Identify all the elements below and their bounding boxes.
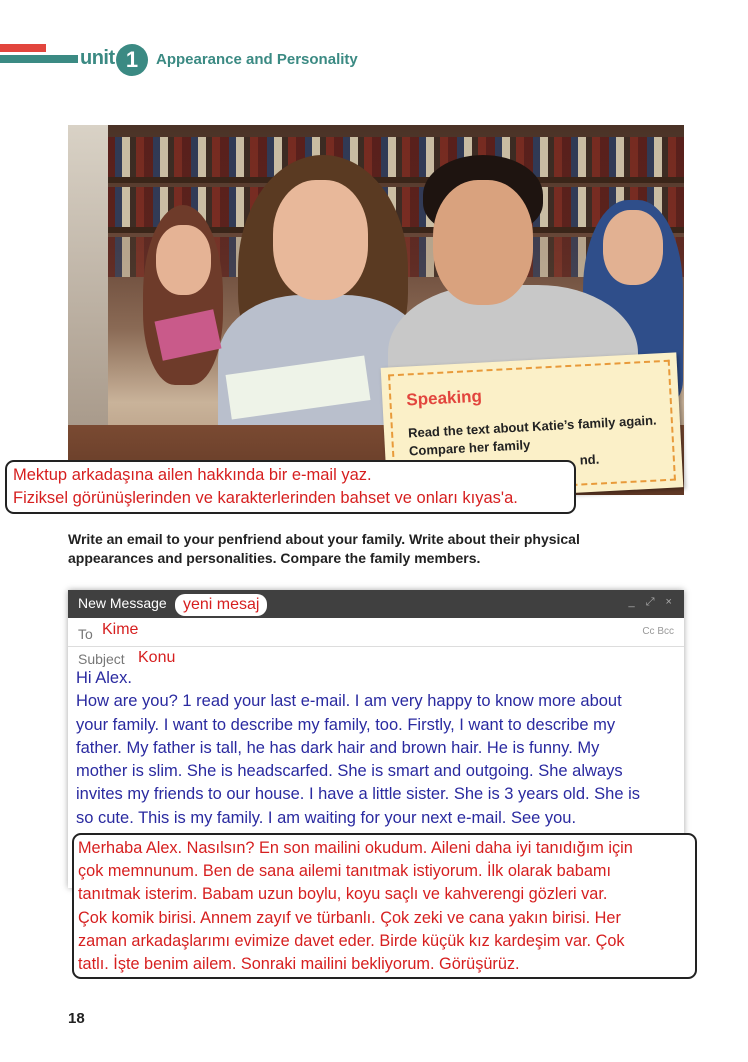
email-body-line: Hi Alex. <box>76 669 132 687</box>
to-translation: Kime <box>102 621 139 638</box>
unit-label: unit <box>78 47 119 70</box>
cc-bcc-link[interactable]: Cc Bcc <box>642 626 674 637</box>
background-boy-face <box>603 210 663 285</box>
turkish-task-box <box>5 460 576 514</box>
speaking-title: Speaking <box>405 386 483 410</box>
boy-face <box>433 180 533 305</box>
subject-label: Subject <box>78 651 125 667</box>
translation-line: çok memnunum. Ben de sana ailemi tanıtmak istiyorum. İlk olarak babamı <box>78 862 611 881</box>
translation-line: tatlı. İşte benim ailem. Sonraki mailini bekliyorum. Görüşürüz. <box>78 955 520 974</box>
email-body-line: your family. I want to describe my family, too. Firstly, I want to describe my <box>76 715 616 734</box>
email-body-line: invites my friends to our house. I have a little sister. She is 3 years old. She is <box>76 785 641 804</box>
bookshelf-row <box>68 137 684 177</box>
email-window-title: New Message <box>78 595 167 611</box>
to-row[interactable] <box>68 618 684 647</box>
subject-translation: Konu <box>138 649 176 666</box>
girl-face <box>273 180 368 300</box>
turkish-translation-box <box>72 833 697 979</box>
speaking-text-main: Read the text about Katie’s family again. Compare her family <box>407 412 657 459</box>
translation-line: tanıtmak isterim. Babam uzun boylu, koyu saçlı ve kahverengi gözleri var. <box>78 885 608 904</box>
to-label: To <box>78 626 93 642</box>
email-body-line: How are you? 1 read your last e-mail. I am very happy to know more about <box>76 692 622 711</box>
email-body[interactable] <box>76 667 681 830</box>
subject-row[interactable] <box>68 646 684 668</box>
email-title-bar <box>68 590 684 618</box>
translation-line: zaman arkadaşlarımı evimize davet eder. Birde küçük kız kardeşim var. Çok <box>78 931 625 950</box>
task-instruction: Write an email to your penfriend about your family. Write about their physical appearances and personalities. Compare the family members. <box>68 531 580 566</box>
translation-line: Çok komik birisi. Annem zayıf ve türbanlı. Çok zeki ve cana yakın birisi. Her <box>78 908 621 927</box>
email-title-translation: yeni mesaj <box>175 594 267 616</box>
email-body-line: so cute. This is my family. I am waiting for your next e-mail. See you. <box>76 808 577 827</box>
turkish-task-line: Fiziksel görünüşlerinden ve karakterlerinden bahset ve onları kıyas'a. <box>13 489 518 507</box>
header-red-stripe <box>0 44 46 52</box>
email-body-line: father. My father is tall, he has dark hair and brown hair. He is funny. My <box>76 738 600 757</box>
unit-number-badge: 1 <box>116 44 148 76</box>
background-girl-face <box>156 225 211 295</box>
turkish-task-line: Mektup arkadaşına ailen hakkında bir e-mail yaz. <box>13 466 372 484</box>
email-body-line: mother is slim. She is headscarfed. She is smart and outgoing. She always <box>76 762 623 781</box>
translation-line: Merhaba Alex. Nasılsın? En son mailini okudum. Aileni daha iyi tanıdığım için <box>78 839 633 857</box>
page-number: 18 <box>68 1010 85 1027</box>
unit-title: Appearance and Personality <box>156 51 358 68</box>
speaking-text-end: nd. <box>579 451 600 468</box>
window-controls-icon[interactable]: _ ⤢ × <box>628 596 676 608</box>
